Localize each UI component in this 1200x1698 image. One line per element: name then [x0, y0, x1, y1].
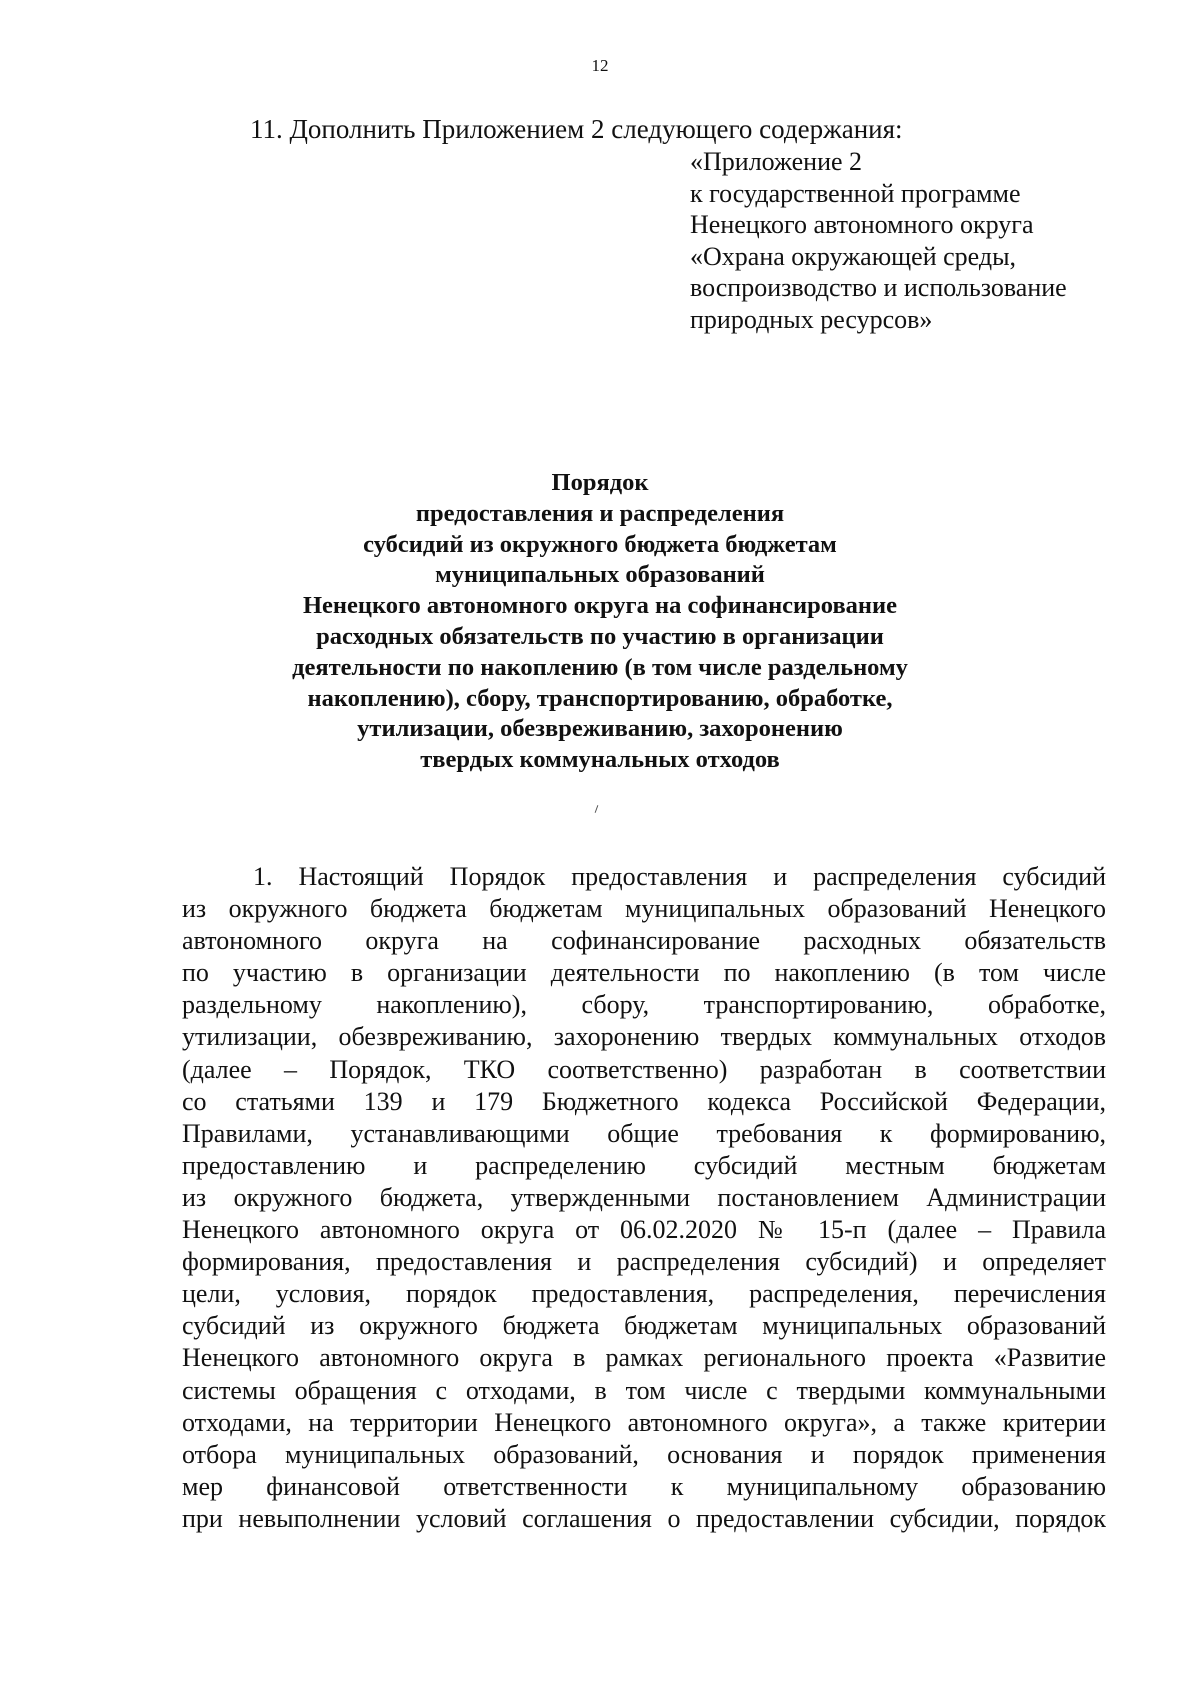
body-line: по участию в организации деятельности по накоплению (в том числе [182, 958, 1106, 988]
title-line: расходных обязательств по участию в организации [316, 622, 884, 650]
body-line: предоставлению и распределению субсидий местным бюджетам [182, 1150, 1106, 1180]
title-line: муниципальных образований [435, 561, 765, 589]
body-line: субсидий из окружного бюджета бюджетам муниципальных образований [182, 1311, 1106, 1341]
body-line: со статьями 139 и 179 Бюджетного кодекса Российской Федерации, [182, 1086, 1106, 1116]
body-line: системы обращения с отходами, в том числе с твердыми коммунальными [182, 1375, 1106, 1405]
body-line: автономного округа на софинансирование расходных обязательств [182, 926, 1106, 956]
title-line: деятельности по накоплению (в том числе раздельному [292, 653, 908, 681]
item-intro-paragraph: 11. Дополнить Приложением 2 следующего содержания: [250, 114, 903, 144]
body-line: отходами, на территории Ненецкого автономного округа», а также критерии [182, 1407, 1106, 1437]
title-line: субсидий из окружного бюджета бюджетам [363, 530, 837, 558]
appendix-header-line: «Охрана окружающей среды, [690, 241, 1017, 271]
body-line: отбора муниципальных образований, основания и порядок применения [182, 1439, 1106, 1469]
body-line: из окружного бюджета, утвержденными постановлением Администрации [182, 1182, 1106, 1212]
title-line: Ненецкого автономного округа на софинансирование [302, 592, 898, 620]
scan-mark [595, 805, 599, 813]
document-title [0, 468, 1200, 776]
title-line: накоплению), сбору, транспортированию, обработке, [307, 684, 893, 712]
body-line: Ненецкого автономного округа от 06.02.2020 № 15-п (далее – Правила [182, 1215, 1106, 1245]
appendix-header-line: воспроизводство и использование [690, 273, 1067, 302]
appendix-header [690, 146, 1067, 335]
body-paragraph-1 [182, 861, 1106, 1535]
body-line: (далее – Порядок, ТКО соответственно) разработан в соответствии [182, 1054, 1106, 1084]
body-line: мер финансовой ответственности к муниципальному образованию [182, 1471, 1106, 1501]
appendix-header-line: к государственной программе [690, 178, 1021, 208]
body-line: 1. Настоящий Порядок предоставления и распределения субсидий [253, 862, 1106, 891]
title-line: утилизации, обезвреживанию, захоронению [357, 715, 843, 743]
body-line: раздельному накоплению), сбору, транспортированию, обработке, [182, 990, 1106, 1020]
appendix-header-line: Ненецкого автономного округа [690, 210, 1034, 239]
title-line: предоставления и распределения [415, 499, 785, 527]
body-line: из окружного бюджета бюджетам муниципальных образований Ненецкого [182, 894, 1106, 924]
body-line: Ненецкого автономного округа в рамках регионального проекта «Развитие [182, 1343, 1106, 1373]
body-line: при невыполнении условий соглашения о предоставлении субсидии, порядок [182, 1503, 1106, 1533]
title-line: твердых коммунальных отходов [420, 746, 780, 774]
appendix-header-line: природных ресурсов» [690, 304, 933, 334]
appendix-header-line: «Приложение 2 [690, 147, 863, 176]
body-line: Правилами, устанавливающими общие требования к формированию, [182, 1118, 1106, 1148]
page-number: 12 [591, 56, 609, 75]
body-line: формирования, предоставления и распределения субсидий) и определяет [182, 1247, 1106, 1277]
body-line: утилизации, обезвреживанию, захоронению твердых коммунальных отходов [182, 1022, 1106, 1052]
title-line: Порядок [551, 469, 649, 496]
body-line: цели, условия, порядок предоставления, распределения, перечисления [182, 1279, 1106, 1309]
